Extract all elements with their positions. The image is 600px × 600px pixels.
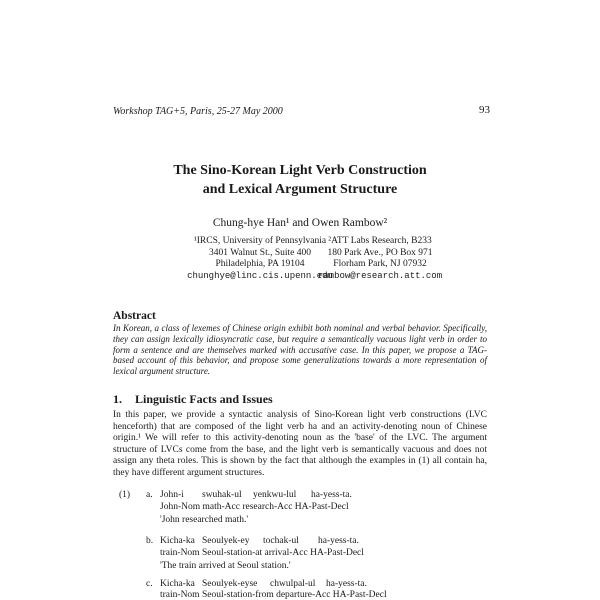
example-word: yenkwu-lul: [253, 490, 297, 500]
example-word: swuhak-ul: [202, 490, 242, 500]
abstract-heading: Abstract: [113, 310, 156, 322]
example-number: (1): [119, 490, 131, 500]
section-1-paragraph: In this paper, we provide a syntactic analysis of Sino-Korean light verb constructions (LVC henceforth) that are composed of the light verb ha and an activity-denoting noun of Chinese origin.¹ We will refer to this activity-denoting noun as the 'base' of the LVC. The argument structure of LVCs come from the base, and the light verb is semantically vacuous and does not assign any theta roles. This is shown by the fact that although the examples in (1) all contain ha, they have different argument structures.: [113, 410, 487, 478]
affiliation-2-street: 180 Park Ave., PO Box 971: [327, 247, 433, 258]
section-1-heading: [113, 392, 273, 407]
author-names: Chung-hye Han¹ and Owen Rambow²: [212, 217, 388, 229]
affiliation-1-city: Philadelphia, PA 19104: [215, 259, 305, 269]
affiliation-1-name: ¹IRCS, University of Pennsylvania: [193, 236, 327, 246]
example-word: John-i: [160, 490, 184, 500]
abstract-text: In Korean, a class of lexemes of Chinese origin exhibit both nominal and verbal behavior. Specifically, they can assign lexically idiosyncratic case, but require a semantically vacuous light verb in order to form a sentence and are themselves marked with accusative case. In this paper, we propose a TAG-based account of this behavior, and propose some generalizations towards a more representation of lexical argument structure.: [113, 323, 487, 377]
page-number: 93: [479, 104, 490, 116]
paper-title-line-1: The Sino-Korean Light Verb Construction: [173, 163, 427, 178]
example-a-gloss: John-Nom math-Acc research-Acc HA-Past-Decl: [160, 502, 349, 512]
example-word: tochak-ul: [263, 536, 299, 546]
example-c-gloss: train-Nom Seoul-station-from departure-Acc HA-Past-Decl: [160, 590, 387, 600]
affiliation-2: [300, 236, 460, 282]
affiliation-1-street: 3401 Walnut St., Suite 400: [209, 247, 311, 258]
workshop-header: Workshop TAG+5, Paris, 25-27 May 2000: [113, 106, 283, 117]
example-c-letter: c.: [146, 579, 153, 589]
section-1-number: 1.: [113, 392, 122, 406]
example-word: ha-yess-ta.: [318, 536, 359, 546]
example-b-translation: 'The train arrived at Seoul station.': [160, 561, 291, 571]
example-a-words: [160, 490, 352, 500]
example-a-translation: 'John researched math.': [160, 515, 249, 525]
example-word: Kicha-ka: [160, 536, 195, 546]
example-word: ha-yess-ta.: [311, 490, 352, 500]
example-b-gloss: train-Nom Seoul-station-at arrival-Acc HA-Past-Decl: [160, 548, 364, 558]
example-word: chwulpal-ul: [270, 579, 316, 589]
affiliation-2-city: Florham Park, NJ 07932: [333, 259, 427, 269]
example-word: Seoulyek-ey: [202, 536, 250, 546]
example-a-letter: a.: [146, 490, 153, 500]
example-b-words: [160, 536, 359, 546]
affiliation-2-name: ²ATT Labs Research, B233: [328, 236, 432, 246]
example-c-words: [160, 579, 367, 589]
example-word: ha-yess-ta.: [326, 579, 367, 589]
section-1-title: Linguistic Facts and Issues: [135, 392, 273, 406]
paper-title-line-2: and Lexical Argument Structure: [202, 182, 398, 197]
example-word: Kicha-ka: [160, 579, 195, 589]
example-b-letter: b.: [146, 536, 154, 546]
example-word: Seoulyek-eyse: [202, 579, 258, 589]
affiliation-2-email: rambow@research.att.com: [317, 270, 443, 281]
affiliation-1-email: chunghye@linc.cis.upenn.edu: [187, 270, 333, 281]
